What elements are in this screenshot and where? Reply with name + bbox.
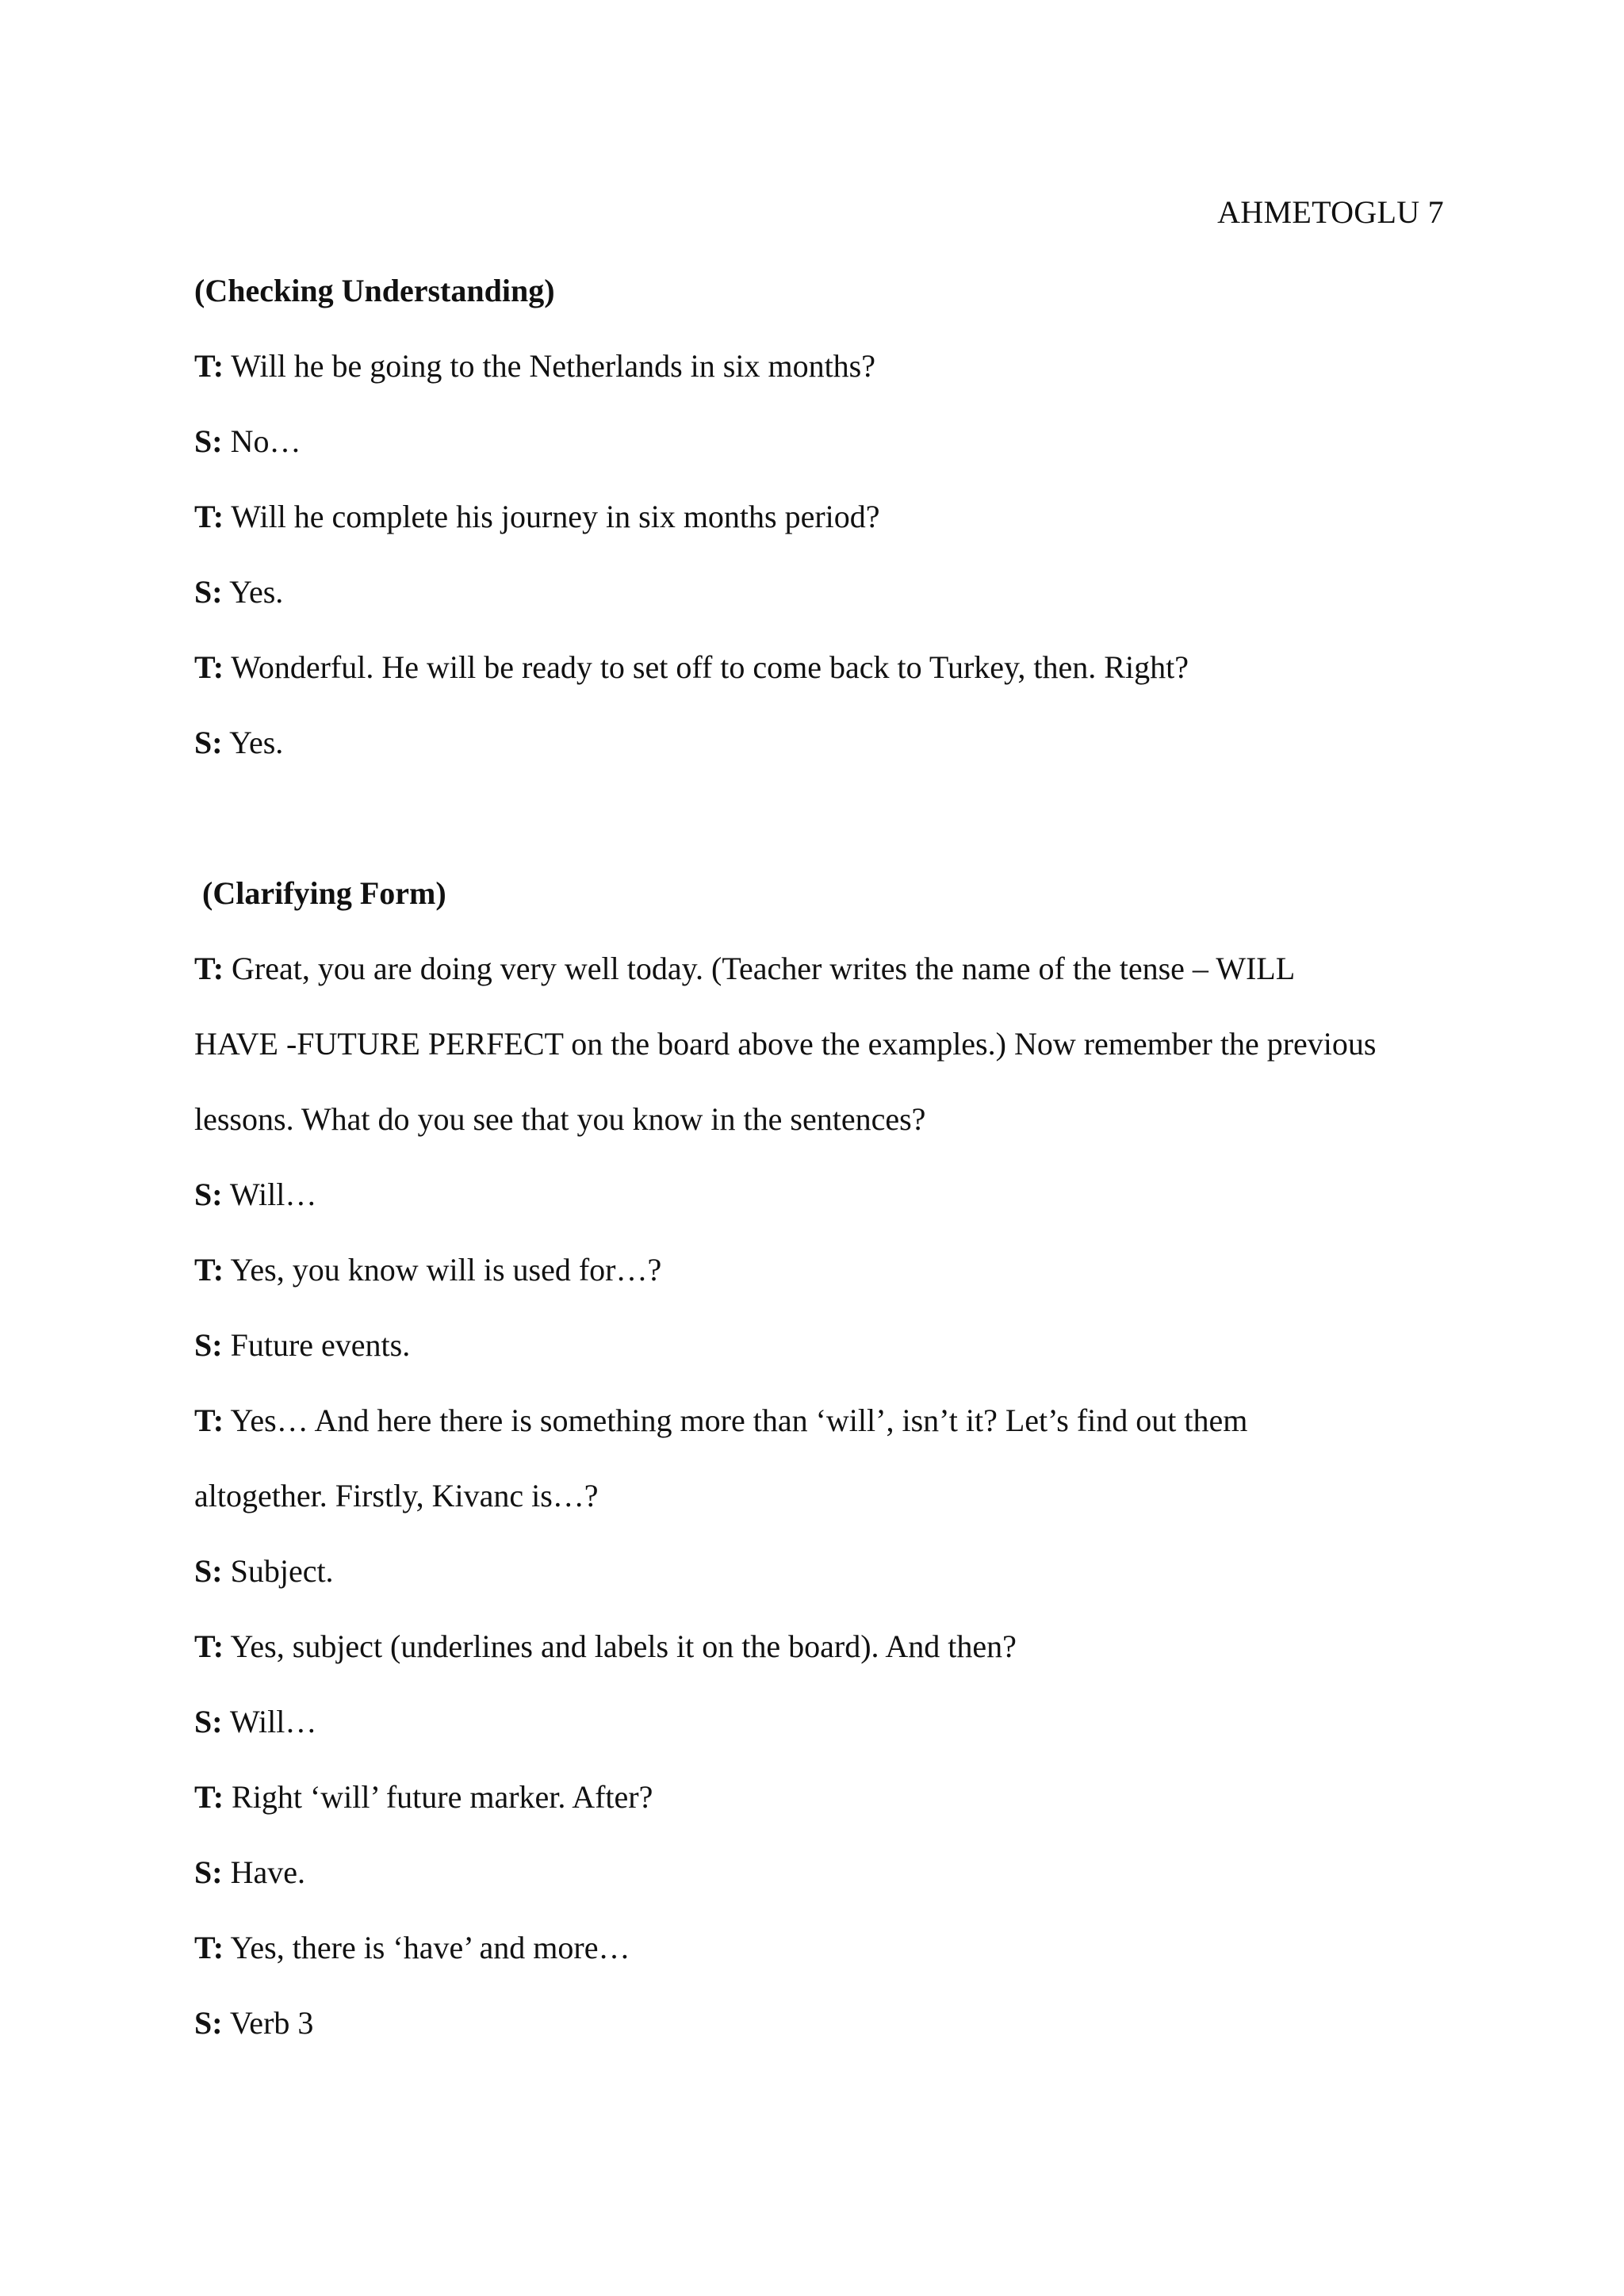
dialogue-text: Subject. bbox=[222, 1553, 334, 1589]
dialogue-line bbox=[194, 947, 1295, 991]
dialogue-text: Yes, subject (underlines and labels it on the board). And then? bbox=[224, 1628, 1017, 1664]
speaker-label: T: bbox=[194, 1779, 224, 1815]
dialogue-line bbox=[194, 419, 301, 464]
dialogue-text: Will… bbox=[222, 1704, 317, 1739]
speaker-label: S: bbox=[194, 423, 223, 459]
dialogue-text: Have. bbox=[222, 1854, 305, 1890]
dialogue-text: No… bbox=[222, 423, 301, 459]
speaker-label: S: bbox=[194, 1704, 223, 1739]
dialogue-text: Verb 3 bbox=[222, 2005, 314, 2041]
dialogue-line bbox=[194, 1248, 661, 1292]
dialogue-text: Great, you are doing very well today. (Teacher writes the name of the tense – WILL bbox=[224, 951, 1296, 986]
dialogue-line-continuation bbox=[194, 1022, 1376, 1066]
section-heading-clarifying-form: (Clarifying Form) bbox=[202, 875, 446, 911]
dialogue-line bbox=[194, 1399, 1247, 1443]
section-heading-checking-understanding: (Checking Understanding) bbox=[194, 273, 555, 308]
dialogue-text: Will he be going to the Netherlands in six months? bbox=[224, 348, 876, 384]
speaker-label: T: bbox=[194, 649, 224, 685]
dialogue-text: Wonderful. He will be ready to set off to come back to Turkey, then. Right? bbox=[224, 649, 1189, 685]
dialogue-line bbox=[194, 1926, 630, 1970]
speaker-label: T: bbox=[194, 1628, 224, 1664]
dialogue-text: Will… bbox=[222, 1177, 317, 1212]
dialogue-line bbox=[194, 344, 875, 388]
speaker-label: S: bbox=[194, 1553, 223, 1589]
dialogue-text: HAVE -FUTURE PERFECT on the board above the examples.) Now remember the previous bbox=[194, 1026, 1377, 1062]
dialogue-line bbox=[194, 1700, 316, 1744]
dialogue-line-continuation bbox=[194, 1097, 925, 1142]
dialogue-line bbox=[194, 570, 283, 614]
speaker-label: S: bbox=[194, 1854, 223, 1890]
dialogue-text: Future events. bbox=[222, 1327, 411, 1363]
dialogue-line bbox=[194, 1549, 334, 1594]
page-header: AHMETOGLU 7 bbox=[1217, 194, 1444, 230]
dialogue-line bbox=[194, 1173, 316, 1217]
speaker-label: S: bbox=[194, 2005, 223, 2041]
dialogue-line bbox=[194, 1323, 410, 1368]
dialogue-line bbox=[194, 2001, 313, 2045]
dialogue-line-continuation bbox=[194, 1474, 599, 1518]
dialogue-line bbox=[194, 495, 880, 539]
speaker-label: S: bbox=[194, 725, 223, 760]
dialogue-line bbox=[194, 1775, 653, 1820]
speaker-label: S: bbox=[194, 574, 223, 610]
dialogue-text: Yes. bbox=[222, 725, 284, 760]
dialogue-text: Yes, there is ‘have’ and more… bbox=[224, 1930, 630, 1965]
speaker-label: T: bbox=[194, 348, 224, 384]
dialogue-text: Yes, you know will is used for…? bbox=[224, 1252, 662, 1288]
speaker-label: T: bbox=[194, 499, 224, 534]
speaker-label: T: bbox=[194, 951, 224, 986]
dialogue-text: lessons. What do you see that you know in the sentences? bbox=[194, 1101, 926, 1137]
dialogue-text: Right ‘will’ future marker. After? bbox=[224, 1779, 653, 1815]
dialogue-text: Yes… And here there is something more than ‘will’, isn’t it? Let’s find out them bbox=[224, 1402, 1248, 1438]
speaker-label: T: bbox=[194, 1252, 224, 1288]
speaker-label: T: bbox=[194, 1930, 224, 1965]
dialogue-line bbox=[194, 1850, 305, 1895]
speaker-label: T: bbox=[194, 1402, 224, 1438]
dialogue-text: Yes. bbox=[222, 574, 284, 610]
dialogue-text: Will he complete his journey in six months period? bbox=[224, 499, 880, 534]
dialogue-line bbox=[194, 721, 283, 765]
speaker-label: S: bbox=[194, 1327, 223, 1363]
dialogue-line bbox=[194, 1624, 1017, 1669]
dialogue-text: altogether. Firstly, Kivanc is…? bbox=[194, 1478, 599, 1513]
dialogue-line bbox=[194, 645, 1189, 690]
speaker-label: S: bbox=[194, 1177, 223, 1212]
